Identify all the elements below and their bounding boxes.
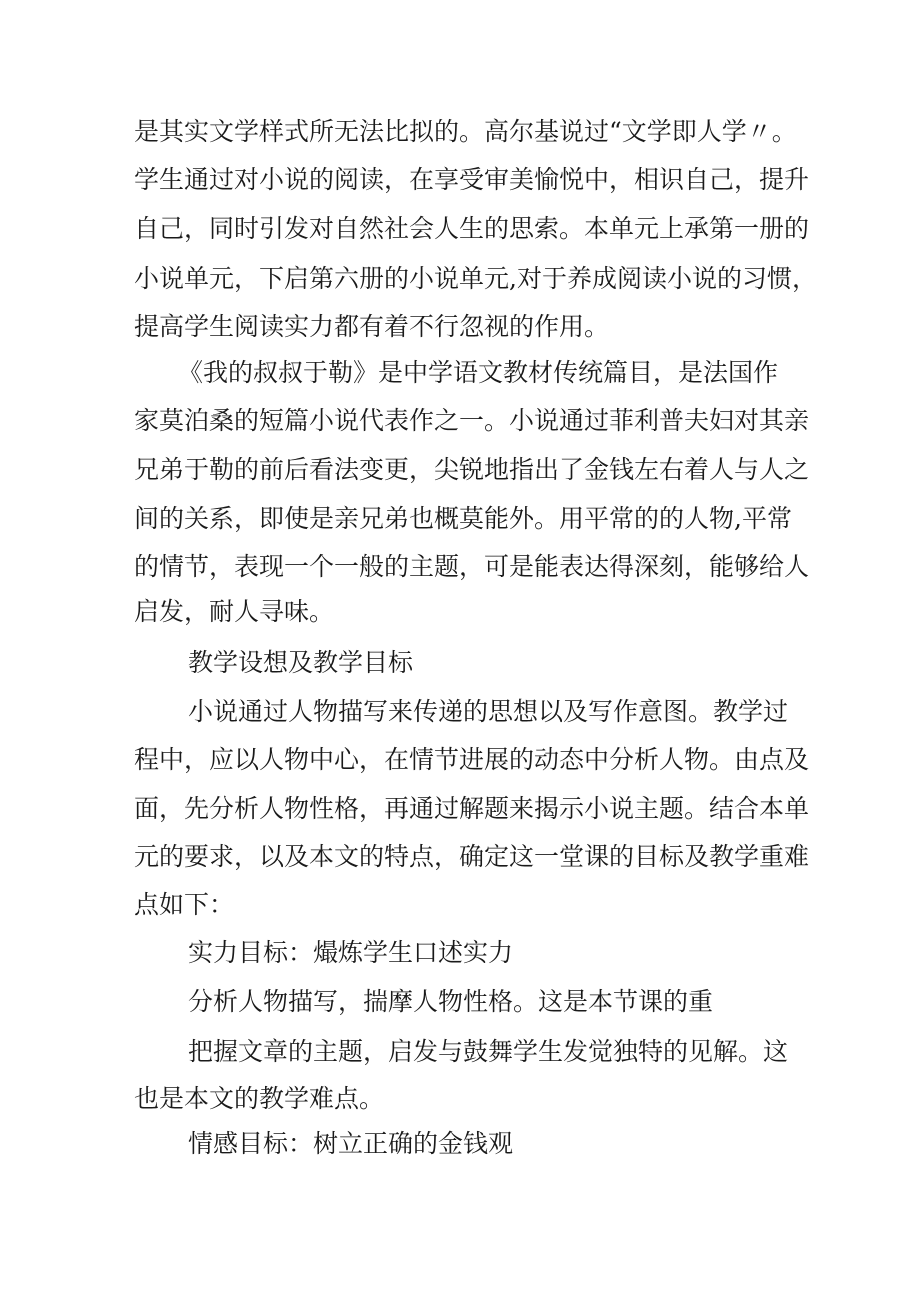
paragraph-1-line-1: 是其实文学样式所无法比拟的。高尔基说过“文学即人学〃。 <box>134 117 797 146</box>
paragraph-1-line-4: 小说单元，下启第六册的小说单元,对于养成阅读小说的习惯， <box>134 264 817 293</box>
paragraph-2-line-2: 家莫泊桑的短篇小说代表作之一。小说通过菲利普夫妇对其亲 <box>134 406 810 435</box>
paragraph-7-line-1: 把握文章的主题，启发与鼓舞学生发觉独特的见解。这 <box>188 1037 789 1066</box>
paragraph-1-line-3: 自己，同时引发对自然社会人生的思索。本单元上承第一册的 <box>134 214 810 243</box>
paragraph-7-line-2: 也是本文的教学难点。 <box>134 1084 385 1113</box>
paragraph-1-line-5: 提高学生阅读实力都有着不行忽视的作用。 <box>134 312 610 341</box>
paragraph-2-line-1: 《我的叔叔于勒》是中学语文教材传统篇目，是法国作 <box>178 358 779 387</box>
paragraph-4-line-2: 程中，应以人物中心，在情节进展的动态中分析人物。由点及 <box>134 745 810 774</box>
paragraph-1-line-2: 学生通过对小说的阅读，在享受审美愉悦中，相识自己，提升 <box>134 165 810 194</box>
analysis-line: 分析人物描写，揣摩人物性格。这是本节课的重 <box>188 987 714 1016</box>
section-heading: 教学设想及教学目标 <box>188 648 414 677</box>
paragraph-4-line-5: 点如下： <box>134 890 235 919</box>
paragraph-4-line-3: 面，先分析人物性格，再通过解题来揭示小说主题。结合本单 <box>134 794 810 823</box>
emotion-goal-line: 情感目标：树立正确的金钱观 <box>188 1129 514 1158</box>
paragraph-2-line-6: 启发，耐人寻味。 <box>134 597 335 626</box>
paragraph-2-line-3: 兄弟于勒的前后看法变更，尖锐地指出了金钱左右着人与人之 <box>134 455 810 484</box>
paragraph-2-line-4: 间的关系，即使是亲兄弟也概莫能外。用平常的的人物,平常 <box>134 504 792 533</box>
paragraph-4-line-1: 小说通过人物描写来传递的思想以及写作意图。教学过 <box>188 697 789 726</box>
ability-goal-line: 实力目标：熶炼学生口述实力 <box>188 938 514 967</box>
paragraph-4-line-4: 元的要求，以及本文的特点，确定这一堂课的目标及教学重难 <box>134 842 810 871</box>
paragraph-2-line-5: 的情节，表现一个一般的主题，可是能表达得深刻，能够给人 <box>134 552 810 581</box>
